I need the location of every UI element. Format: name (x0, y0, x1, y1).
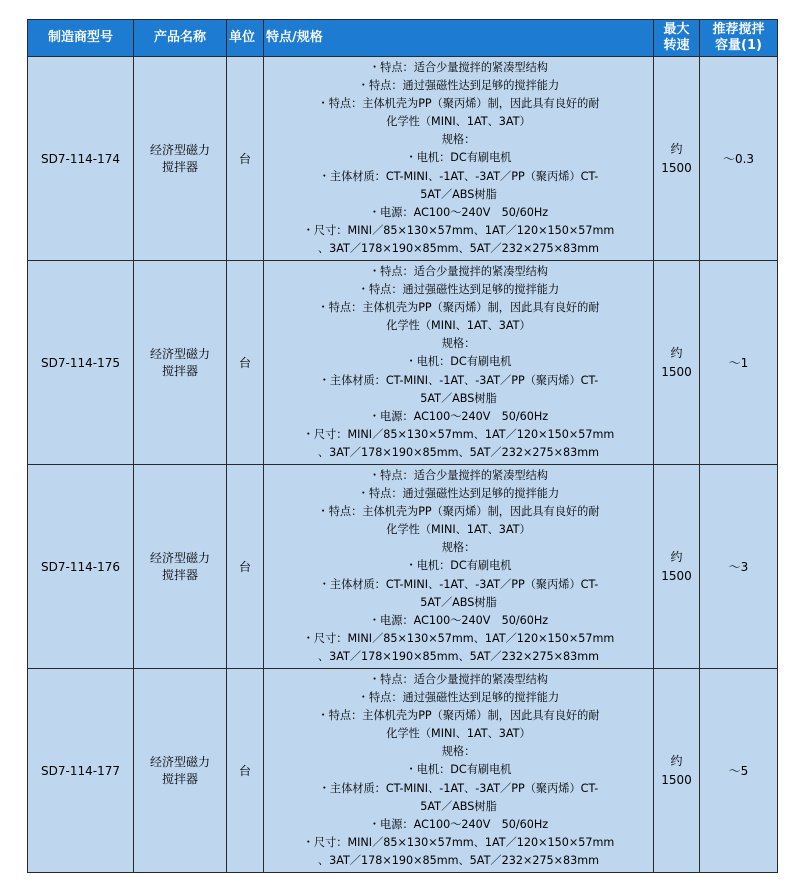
feature-line: ・特点：适合少量搅拌的紧凑型结构 (368, 264, 548, 278)
unit-cell: 台 (227, 57, 264, 261)
header-speed (654, 20, 700, 57)
table-body (28, 57, 778, 873)
feature-line: 化学性（MINI、1AT、3AT） (386, 727, 531, 741)
speed-line2: 1500 (661, 568, 692, 583)
speed-cell (654, 261, 700, 465)
feature-line: ・电源：AC100～240V 50/60Hz (368, 409, 549, 423)
features-cell (264, 261, 654, 465)
speed-line2: 1500 (661, 160, 692, 175)
feature-line: ・电源：AC100～240V 50/60Hz (368, 817, 549, 831)
feature-line: 、3AT／178×190×85mm、5AT／232×275×83mm (317, 241, 600, 255)
feature-line: 规格： (441, 745, 476, 759)
header-speed-line2: 转速 (663, 38, 690, 53)
product-name-line1: 经济型磁力 (149, 754, 210, 769)
feature-line: 5AT／ABS树脂 (420, 595, 497, 609)
feature-line: ・电机：DC有刷电机 (405, 151, 512, 165)
unit-cell: 台 (227, 465, 264, 669)
speed-line2: 1500 (661, 364, 692, 379)
feature-line: 、3AT／178×190×85mm、5AT／232×275×83mm (317, 445, 600, 459)
table-row (28, 465, 778, 669)
feature-line: 化学性（MINI、1AT、3AT） (386, 319, 531, 333)
speed-cell (654, 465, 700, 669)
product-name-line1: 经济型磁力 (149, 346, 210, 361)
product-name-cell (134, 465, 227, 669)
header-speed-line1: 最大 (663, 22, 690, 37)
speed-line2: 1500 (661, 772, 692, 787)
header-model: 制造商型号 (28, 20, 134, 57)
header-capacity (700, 20, 778, 57)
feature-line: ・特点：通过强磁性达到足够的搅拌能力 (357, 487, 560, 501)
speed-line1: 约 (670, 753, 683, 768)
product-name-line2: 搅拌器 (161, 771, 198, 786)
header-name: 产品名称 (134, 20, 227, 57)
feature-line: 规格： (441, 133, 476, 147)
feature-line: ・主体材质：CT-MINI、-1AT、-3AT／PP（聚丙烯）CT- (318, 169, 599, 183)
capacity-cell: ～1 (700, 261, 778, 465)
feature-line: ・主体材质：CT-MINI、-1AT、-3AT／PP（聚丙烯）CT- (318, 373, 599, 387)
speed-line1: 约 (670, 345, 683, 360)
table-row (28, 669, 778, 873)
product-name-line2: 搅拌器 (161, 363, 198, 378)
model-cell: SD7-114-176 (28, 465, 134, 669)
feature-line: 、3AT／178×190×85mm、5AT／232×275×83mm (317, 853, 600, 867)
feature-line: ・主体材质：CT-MINI、-1AT、-3AT／PP（聚丙烯）CT- (318, 781, 599, 795)
capacity-cell: ～0.3 (700, 57, 778, 261)
capacity-cell: ～3 (700, 465, 778, 669)
feature-line: ・主体材质：CT-MINI、-1AT、-3AT／PP（聚丙烯）CT- (318, 577, 599, 591)
feature-line: 5AT／ABS树脂 (420, 187, 497, 201)
feature-line: ・特点：主体机壳为PP（聚丙烯）制，因此具有良好的耐 (317, 505, 600, 519)
features-cell (264, 465, 654, 669)
feature-line: ・电机：DC有刷电机 (405, 355, 512, 369)
feature-line: ・特点：主体机壳为PP（聚丙烯）制，因此具有良好的耐 (317, 709, 600, 723)
header-capacity-line1: 推荐搅拌 (712, 22, 765, 37)
feature-line: ・尺寸：MINI／85×130×57mm、1AT／120×150×57mm (302, 223, 615, 237)
feature-line: ・特点：适合少量搅拌的紧凑型结构 (368, 60, 548, 74)
feature-line: 、3AT／178×190×85mm、5AT／232×275×83mm (317, 649, 600, 663)
feature-line: ・特点：适合少量搅拌的紧凑型结构 (368, 468, 548, 482)
features-cell (264, 669, 654, 873)
feature-line: ・特点：主体机壳为PP（聚丙烯）制，因此具有良好的耐 (317, 97, 600, 111)
product-name-line2: 搅拌器 (161, 159, 198, 174)
feature-line: ・电机：DC有刷电机 (405, 763, 512, 777)
unit-cell: 台 (227, 261, 264, 465)
header-features: 特点/规格 (264, 20, 654, 57)
speed-line1: 约 (670, 141, 683, 156)
feature-line: ・电机：DC有刷电机 (405, 559, 512, 573)
speed-cell (654, 57, 700, 261)
feature-line: ・电源：AC100～240V 50/60Hz (368, 613, 549, 627)
feature-line: 5AT／ABS树脂 (420, 799, 497, 813)
table-row (28, 57, 778, 261)
product-name-line2: 搅拌器 (161, 567, 198, 582)
unit-cell: 台 (227, 669, 264, 873)
product-name-line1: 经济型磁力 (149, 142, 210, 157)
feature-line: ・特点：适合少量搅拌的紧凑型结构 (368, 672, 548, 686)
feature-line: ・特点：通过强磁性达到足够的搅拌能力 (357, 691, 560, 705)
capacity-cell: ～5 (700, 669, 778, 873)
speed-line1: 约 (670, 549, 683, 564)
feature-line: ・特点：通过强磁性达到足够的搅拌能力 (357, 79, 560, 93)
product-name-cell (134, 57, 227, 261)
feature-line: ・特点：主体机壳为PP（聚丙烯）制，因此具有良好的耐 (317, 301, 600, 315)
feature-line: ・尺寸：MINI／85×130×57mm、1AT／120×150×57mm (302, 835, 615, 849)
feature-line: 规格： (441, 337, 476, 351)
table-row (28, 261, 778, 465)
feature-line: 5AT／ABS树脂 (420, 391, 497, 405)
model-cell: SD7-114-175 (28, 261, 134, 465)
feature-line: 化学性（MINI、1AT、3AT） (386, 115, 531, 129)
header-capacity-line2: 容量(1) (715, 38, 762, 53)
feature-line: ・电源：AC100～240V 50/60Hz (368, 205, 549, 219)
feature-line: 规格： (441, 541, 476, 555)
feature-line: ・特点：通过强磁性达到足够的搅拌能力 (357, 283, 560, 297)
features-cell (264, 57, 654, 261)
header-row (28, 20, 778, 57)
feature-line: ・尺寸：MINI／85×130×57mm、1AT／120×150×57mm (302, 427, 615, 441)
model-cell: SD7-114-174 (28, 57, 134, 261)
product-spec-table (27, 19, 778, 873)
product-name-line1: 经济型磁力 (149, 550, 210, 565)
product-name-cell (134, 261, 227, 465)
speed-cell (654, 669, 700, 873)
feature-line: 化学性（MINI、1AT、3AT） (386, 523, 531, 537)
header-unit: 单位 (227, 20, 264, 57)
model-cell: SD7-114-177 (28, 669, 134, 873)
feature-line: ・尺寸：MINI／85×130×57mm、1AT／120×150×57mm (302, 631, 615, 645)
product-name-cell (134, 669, 227, 873)
